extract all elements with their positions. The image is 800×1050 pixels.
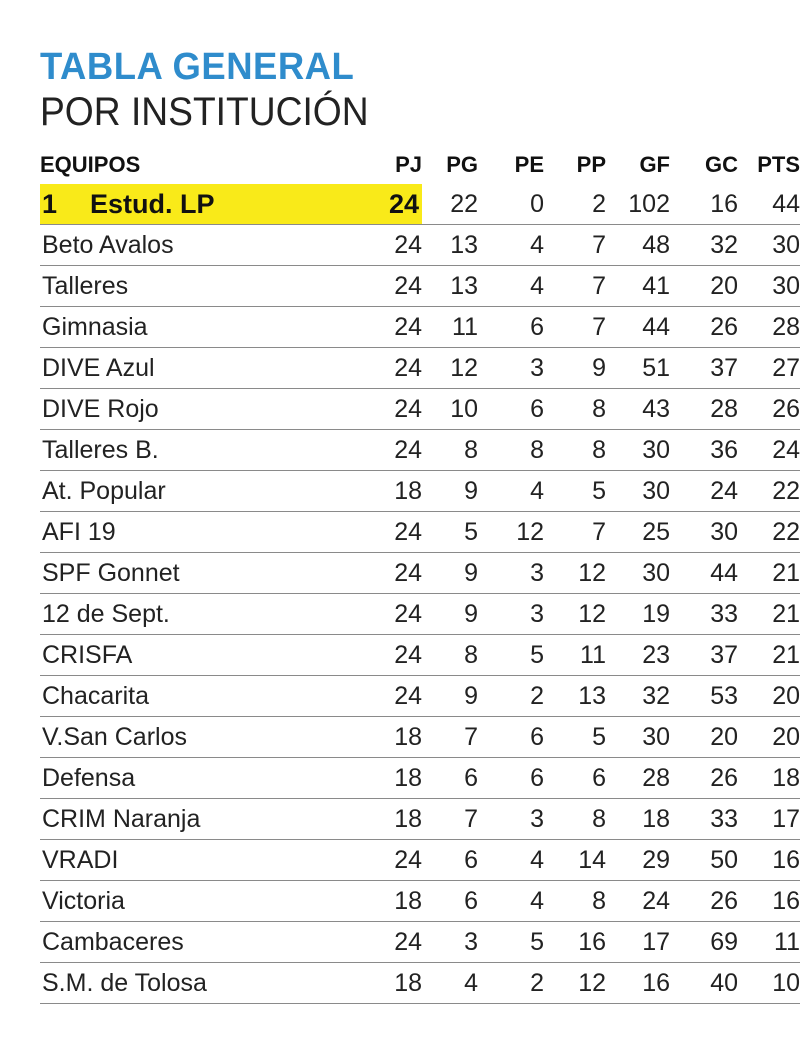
stat-pg-cell: 9 xyxy=(422,553,478,594)
team-name-cell: 12 de Sept. xyxy=(40,594,380,635)
stat-pj-cell: 18 xyxy=(380,758,422,799)
stat-pts-cell: 28 xyxy=(738,307,800,348)
team-name-cell: DIVE Azul xyxy=(40,348,380,389)
stat-gc-cell: 26 xyxy=(670,881,738,922)
leader-team-cell xyxy=(40,184,380,225)
stat-pe-cell: 2 xyxy=(478,676,544,717)
stat-gf-cell: 30 xyxy=(606,553,670,594)
stat-pj-cell: 24 xyxy=(380,307,422,348)
stat-pg-cell: 6 xyxy=(422,881,478,922)
stat-pp-cell: 11 xyxy=(544,635,606,676)
column-header-equipos: EQUIPOS xyxy=(40,152,141,177)
leader-gf: 102 xyxy=(606,184,670,225)
stat-pts-cell: 20 xyxy=(738,676,800,717)
team-name-cell: Beto Avalos xyxy=(40,225,380,266)
stat-pe-cell: 4 xyxy=(478,881,544,922)
leader-row xyxy=(40,184,800,225)
team-name-cell: Cambaceres xyxy=(40,922,380,963)
table-row xyxy=(40,512,800,553)
leader-pj: 24 xyxy=(380,184,422,225)
stat-pj-cell: 24 xyxy=(380,594,422,635)
leader-pg: 22 xyxy=(422,184,478,225)
stat-pts-cell: 30 xyxy=(738,225,800,266)
stat-pg-cell: 11 xyxy=(422,307,478,348)
stat-gc-cell: 37 xyxy=(670,348,738,389)
table-row xyxy=(40,430,800,471)
stat-gf-cell: 23 xyxy=(606,635,670,676)
team-name-cell: CRISFA xyxy=(40,635,380,676)
stat-gc-cell: 32 xyxy=(670,225,738,266)
stat-gc-cell: 53 xyxy=(670,676,738,717)
stat-pg-cell: 12 xyxy=(422,348,478,389)
stat-pg-cell: 7 xyxy=(422,799,478,840)
stat-gf-cell: 29 xyxy=(606,840,670,881)
stat-pts-cell: 20 xyxy=(738,717,800,758)
stat-pj-cell: 24 xyxy=(380,348,422,389)
stat-pts-cell: 22 xyxy=(738,512,800,553)
table-row xyxy=(40,922,800,963)
stat-pp-cell: 5 xyxy=(544,717,606,758)
stat-gc-cell: 20 xyxy=(670,717,738,758)
stat-gc-cell: 40 xyxy=(670,963,738,1004)
stat-pj-cell: 24 xyxy=(380,430,422,471)
stat-pts-cell: 24 xyxy=(738,430,800,471)
stat-pj-cell: 18 xyxy=(380,881,422,922)
stat-gf-cell: 30 xyxy=(606,471,670,512)
table-row xyxy=(40,963,800,1004)
stat-pe-cell: 6 xyxy=(478,389,544,430)
stat-pj-cell: 18 xyxy=(380,799,422,840)
column-header-pp: PP xyxy=(576,152,606,177)
stat-pts-cell: 18 xyxy=(738,758,800,799)
stat-pp-cell: 7 xyxy=(544,225,606,266)
team-name-cell: Defensa xyxy=(40,758,380,799)
stat-pj-cell: 24 xyxy=(380,389,422,430)
leader-pts: 44 xyxy=(738,184,800,225)
stat-gc-cell: 28 xyxy=(670,389,738,430)
team-name-cell: V.San Carlos xyxy=(40,717,380,758)
stat-gc-cell: 33 xyxy=(670,799,738,840)
page-title: TABLA GENERAL xyxy=(40,46,355,88)
stat-gf-cell: 30 xyxy=(606,717,670,758)
column-header-pg: PG xyxy=(446,152,478,177)
team-name-cell: Chacarita xyxy=(40,676,380,717)
stat-gf-cell: 32 xyxy=(606,676,670,717)
stat-gf-cell: 51 xyxy=(606,348,670,389)
team-name-cell: Victoria xyxy=(40,881,380,922)
table-row xyxy=(40,676,800,717)
stat-pts-cell: 16 xyxy=(738,840,800,881)
stat-pp-cell: 8 xyxy=(544,389,606,430)
stat-gf-cell: 44 xyxy=(606,307,670,348)
table-row xyxy=(40,594,800,635)
stat-pg-cell: 13 xyxy=(422,225,478,266)
stat-pts-cell: 22 xyxy=(738,471,800,512)
stat-gf-cell: 17 xyxy=(606,922,670,963)
leader-team-name: Estud. LP xyxy=(90,188,215,219)
team-name-cell: Gimnasia xyxy=(40,307,380,348)
team-name-cell: S.M. de Tolosa xyxy=(40,963,380,1004)
stat-pp-cell: 8 xyxy=(544,881,606,922)
stat-pe-cell: 5 xyxy=(478,635,544,676)
stat-pe-cell: 6 xyxy=(478,758,544,799)
column-header-pts: PTS xyxy=(757,152,800,177)
stat-gc-cell: 30 xyxy=(670,512,738,553)
stat-gc-cell: 69 xyxy=(670,922,738,963)
stat-gf-cell: 28 xyxy=(606,758,670,799)
stat-pe-cell: 5 xyxy=(478,922,544,963)
stat-pts-cell: 11 xyxy=(738,922,800,963)
stat-pg-cell: 13 xyxy=(422,266,478,307)
table-header-row xyxy=(40,146,800,184)
stat-pj-cell: 24 xyxy=(380,553,422,594)
stat-pp-cell: 8 xyxy=(544,799,606,840)
leader-rank: 1 xyxy=(42,188,58,219)
stat-gf-cell: 19 xyxy=(606,594,670,635)
stat-gc-cell: 24 xyxy=(670,471,738,512)
table-row xyxy=(40,553,800,594)
stat-gc-cell: 50 xyxy=(670,840,738,881)
team-name-cell: CRIM Naranja xyxy=(40,799,380,840)
team-name-cell: SPF Gonnet xyxy=(40,553,380,594)
table-row xyxy=(40,471,800,512)
column-header-pj: PJ xyxy=(395,152,422,177)
stat-gf-cell: 30 xyxy=(606,430,670,471)
stat-pp-cell: 12 xyxy=(544,553,606,594)
stat-pg-cell: 9 xyxy=(422,594,478,635)
stat-pg-cell: 4 xyxy=(422,963,478,1004)
stat-pg-cell: 9 xyxy=(422,676,478,717)
stat-pp-cell: 5 xyxy=(544,471,606,512)
leader-pe: 0 xyxy=(478,184,544,225)
stat-gf-cell: 24 xyxy=(606,881,670,922)
stat-pp-cell: 8 xyxy=(544,430,606,471)
stat-pts-cell: 30 xyxy=(738,266,800,307)
stat-gc-cell: 33 xyxy=(670,594,738,635)
stat-pe-cell: 4 xyxy=(478,840,544,881)
stat-gf-cell: 41 xyxy=(606,266,670,307)
team-name-cell: Talleres B. xyxy=(40,430,380,471)
stat-gf-cell: 43 xyxy=(606,389,670,430)
stat-pg-cell: 7 xyxy=(422,717,478,758)
table-row xyxy=(40,799,800,840)
stat-pp-cell: 12 xyxy=(544,594,606,635)
stat-pj-cell: 24 xyxy=(380,512,422,553)
stat-gf-cell: 25 xyxy=(606,512,670,553)
table-row xyxy=(40,225,800,266)
table-row xyxy=(40,307,800,348)
table-row xyxy=(40,266,800,307)
stat-pg-cell: 8 xyxy=(422,430,478,471)
table-row xyxy=(40,717,800,758)
stat-pp-cell: 13 xyxy=(544,676,606,717)
stat-pg-cell: 8 xyxy=(422,635,478,676)
stat-pe-cell: 6 xyxy=(478,307,544,348)
stat-pp-cell: 7 xyxy=(544,512,606,553)
stat-pts-cell: 16 xyxy=(738,881,800,922)
stat-pe-cell: 4 xyxy=(478,225,544,266)
stat-pg-cell: 9 xyxy=(422,471,478,512)
stat-pp-cell: 9 xyxy=(544,348,606,389)
leader-gc: 16 xyxy=(670,184,738,225)
team-name-cell: Talleres xyxy=(40,266,380,307)
stat-pp-cell: 16 xyxy=(544,922,606,963)
stat-pp-cell: 7 xyxy=(544,266,606,307)
team-name-cell: VRADI xyxy=(40,840,380,881)
stat-pts-cell: 26 xyxy=(738,389,800,430)
stat-pts-cell: 17 xyxy=(738,799,800,840)
stat-gf-cell: 18 xyxy=(606,799,670,840)
table-row xyxy=(40,635,800,676)
stat-pg-cell: 6 xyxy=(422,840,478,881)
page-subtitle: POR INSTITUCIÓN xyxy=(40,90,369,134)
stat-gc-cell: 26 xyxy=(670,758,738,799)
stat-pj-cell: 24 xyxy=(380,676,422,717)
stat-gc-cell: 36 xyxy=(670,430,738,471)
stat-pe-cell: 6 xyxy=(478,717,544,758)
stat-pg-cell: 6 xyxy=(422,758,478,799)
stat-pg-cell: 10 xyxy=(422,389,478,430)
column-header-pe: PE xyxy=(514,152,544,177)
stat-pe-cell: 3 xyxy=(478,348,544,389)
stat-gc-cell: 37 xyxy=(670,635,738,676)
column-header-gc: GC xyxy=(705,152,738,177)
stat-pj-cell: 24 xyxy=(380,266,422,307)
stat-pe-cell: 4 xyxy=(478,471,544,512)
team-name-cell: DIVE Rojo xyxy=(40,389,380,430)
leader-pp: 2 xyxy=(544,184,606,225)
stat-pp-cell: 7 xyxy=(544,307,606,348)
stat-pe-cell: 3 xyxy=(478,553,544,594)
stat-pj-cell: 24 xyxy=(380,840,422,881)
stat-pts-cell: 21 xyxy=(738,553,800,594)
stat-pe-cell: 3 xyxy=(478,594,544,635)
stat-pe-cell: 12 xyxy=(478,512,544,553)
standings-table xyxy=(40,146,800,1004)
stat-gc-cell: 44 xyxy=(670,553,738,594)
team-name-cell: At. Popular xyxy=(40,471,380,512)
stat-pts-cell: 10 xyxy=(738,963,800,1004)
table-row xyxy=(40,758,800,799)
table-row xyxy=(40,840,800,881)
stat-pp-cell: 14 xyxy=(544,840,606,881)
column-header-gf: GF xyxy=(639,152,670,177)
stat-pe-cell: 3 xyxy=(478,799,544,840)
stat-pp-cell: 6 xyxy=(544,758,606,799)
table-row xyxy=(40,881,800,922)
table-row xyxy=(40,348,800,389)
stat-pg-cell: 5 xyxy=(422,512,478,553)
stat-pts-cell: 21 xyxy=(738,594,800,635)
stat-gf-cell: 16 xyxy=(606,963,670,1004)
stat-pj-cell: 24 xyxy=(380,922,422,963)
stat-pj-cell: 18 xyxy=(380,963,422,1004)
stat-gc-cell: 26 xyxy=(670,307,738,348)
stat-pe-cell: 2 xyxy=(478,963,544,1004)
stat-pj-cell: 18 xyxy=(380,717,422,758)
stat-pg-cell: 3 xyxy=(422,922,478,963)
stat-pts-cell: 27 xyxy=(738,348,800,389)
stat-pe-cell: 8 xyxy=(478,430,544,471)
stat-pj-cell: 18 xyxy=(380,471,422,512)
table-row xyxy=(40,389,800,430)
stat-gf-cell: 48 xyxy=(606,225,670,266)
stat-pe-cell: 4 xyxy=(478,266,544,307)
stat-pts-cell: 21 xyxy=(738,635,800,676)
stat-pp-cell: 12 xyxy=(544,963,606,1004)
stat-pj-cell: 24 xyxy=(380,635,422,676)
team-name-cell: AFI 19 xyxy=(40,512,380,553)
stat-gc-cell: 20 xyxy=(670,266,738,307)
stat-pj-cell: 24 xyxy=(380,225,422,266)
